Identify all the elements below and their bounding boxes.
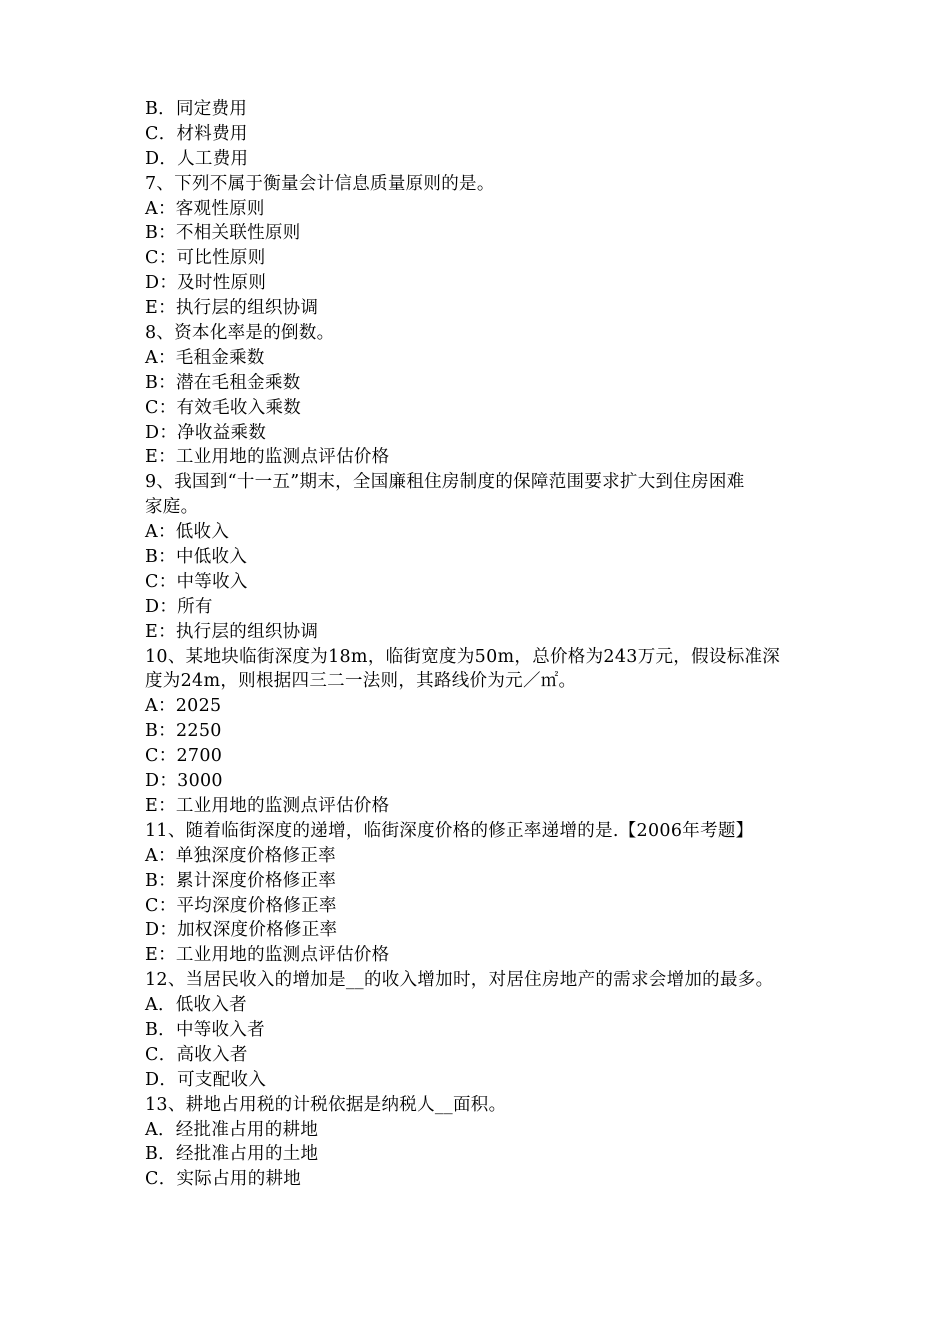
text-line: E：工业用地的监测点评估价格 bbox=[145, 945, 390, 966]
document-body bbox=[145, 97, 815, 1192]
text-line: C．材料费用 bbox=[145, 123, 248, 144]
text-line: A：毛租金乘数 bbox=[145, 347, 265, 368]
question-9: 9、我国到“十一五”期末，全国廉租住房制度的保障范围要求扩大到住房困难 bbox=[145, 472, 745, 493]
text-line: C：中等收入 bbox=[145, 571, 248, 592]
text-line: A．低收入者 bbox=[145, 995, 247, 1016]
text-line: A：单独深度价格修正率 bbox=[145, 845, 336, 866]
text-line: C．高收入者 bbox=[145, 1044, 248, 1065]
question-11: 11、随着临街深度的递增，临街深度价格的修正率递增的是.【2006年考题】 bbox=[145, 820, 754, 841]
text-line: D．可支配收入 bbox=[145, 1069, 267, 1090]
text-line: B．中等收入者 bbox=[145, 1019, 265, 1040]
text-line: 家庭。 bbox=[145, 497, 199, 518]
text-line: D：净收益乘数 bbox=[145, 422, 267, 443]
text-line: B．经批准占用的土地 bbox=[145, 1144, 319, 1165]
text-line: 度为24m，则根据四三二一法则，其路线价为元／㎡。 bbox=[145, 671, 577, 692]
text-line: D：及时性原则 bbox=[145, 273, 267, 294]
text-line: A：客观性原则 bbox=[145, 198, 265, 219]
text-line: D：所有 bbox=[145, 596, 213, 617]
text-line: B：累计深度价格修正率 bbox=[145, 870, 337, 891]
text-line: B：2250 bbox=[145, 721, 222, 742]
text-line: A：2025 bbox=[145, 696, 222, 717]
text-line: D：3000 bbox=[145, 771, 223, 792]
text-line: B．同定费用 bbox=[145, 99, 248, 119]
text-line: D：加权深度价格修正率 bbox=[145, 920, 338, 941]
text-line: B：不相关联性原则 bbox=[145, 223, 301, 244]
text-line: E：工业用地的监测点评估价格 bbox=[145, 795, 390, 816]
question-8: 8、资本化率是的倒数。 bbox=[145, 323, 335, 344]
text-line: C：平均深度价格修正率 bbox=[145, 895, 337, 916]
text-line: C：可比性原则 bbox=[145, 248, 266, 269]
question-7: 7、下列不属于衡量会计信息质量原则的是。 bbox=[145, 173, 495, 194]
text-line: E：工业用地的监测点评估价格 bbox=[145, 447, 390, 468]
text-line: C：有效毛收入乘数 bbox=[145, 397, 302, 418]
question-10: 10、某地块临街深度为18m，临街宽度为50m，总价格为243万元，假设标准深 bbox=[145, 646, 781, 667]
text-line: B：潜在毛租金乘数 bbox=[145, 372, 301, 393]
text-line: C．实际占用的耕地 bbox=[145, 1169, 302, 1190]
text-line: A．经批准占用的耕地 bbox=[145, 1119, 319, 1140]
text-line: D．人工费用 bbox=[145, 148, 249, 169]
text-line: B：中低收入 bbox=[145, 547, 248, 568]
text-line: A：低收入 bbox=[145, 522, 230, 543]
question-13: 13、耕地占用税的计税依据是纳税人__面积。 bbox=[145, 1094, 507, 1115]
text-line: C：2700 bbox=[145, 746, 223, 767]
text-line: E：执行层的组织协调 bbox=[145, 298, 319, 319]
text-line: E：执行层的组织协调 bbox=[145, 621, 319, 642]
question-12: 12、当居民收入的增加是__的收入增加时，对居住房地产的需求会增加的最多。 bbox=[145, 970, 774, 991]
